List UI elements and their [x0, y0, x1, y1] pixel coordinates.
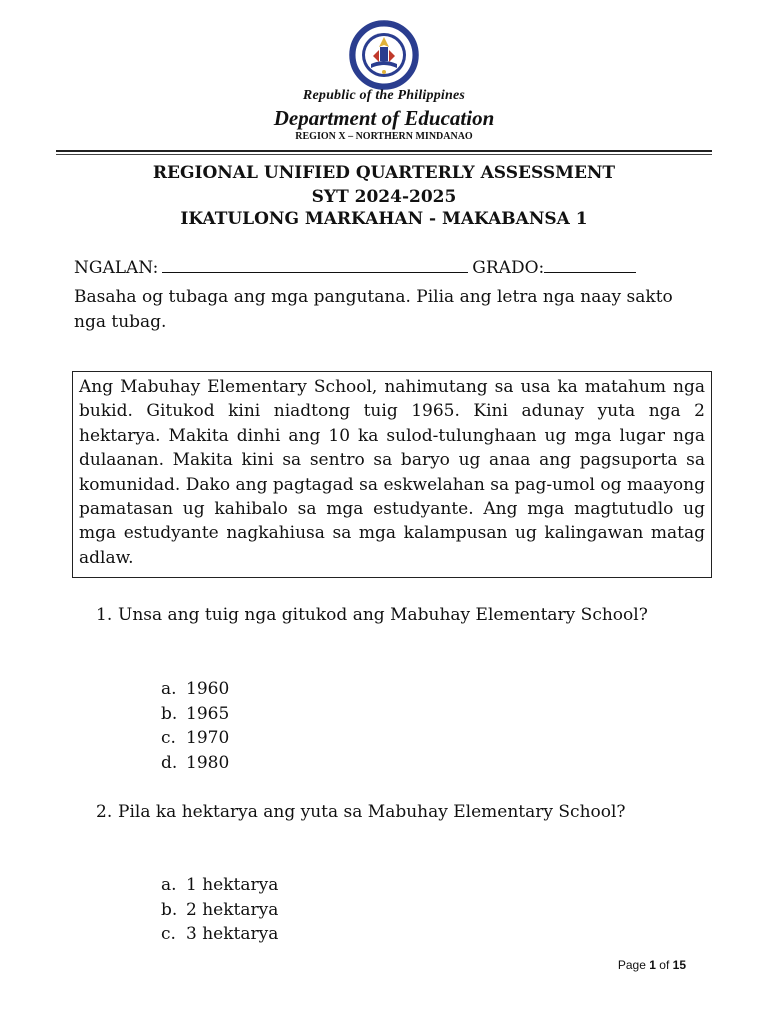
question-2-choices — [161, 873, 278, 947]
choice-text: 1 hektarya — [186, 875, 279, 895]
header-divider — [56, 150, 712, 152]
question-number: 2. — [96, 802, 113, 822]
republic-heading: Republic of the Philippines — [302, 88, 466, 103]
of-word: of — [659, 958, 670, 972]
grade-blank[interactable] — [544, 257, 636, 273]
page-number — [618, 958, 686, 972]
question-text: Unsa ang tuig nga gitukod ang Mabuhay Elementary School? — [118, 605, 648, 625]
current-page: 1 — [649, 958, 656, 972]
choice-a[interactable] — [161, 873, 278, 898]
choice-letter: a. — [161, 875, 177, 895]
choice-a[interactable] — [161, 677, 229, 702]
choice-letter: a. — [161, 679, 177, 699]
choice-letter: b. — [161, 899, 178, 920]
choice-letter: d. — [161, 753, 178, 774]
deped-seal-icon — [349, 20, 419, 90]
choice-text: 1970 — [186, 728, 230, 749]
choice-letter: c. — [161, 924, 176, 945]
name-label: NGALAN: — [74, 258, 159, 278]
header-divider-thin — [56, 154, 712, 155]
name-blank[interactable] — [162, 257, 468, 273]
question-1 — [96, 602, 696, 628]
choice-text: 1980 — [186, 753, 230, 774]
choice-letter: b. — [161, 703, 178, 724]
question-number: 1. — [96, 605, 113, 625]
choice-b[interactable] — [161, 898, 278, 923]
region-heading: REGION X – NORTHERN MINDANAO — [295, 131, 473, 142]
choice-text: 3 hektarya — [186, 924, 279, 945]
grade-label: GRADO: — [472, 258, 545, 278]
choice-text: 1965 — [186, 703, 230, 724]
page-word: Page — [617, 958, 646, 972]
choice-letter: c. — [161, 728, 176, 749]
choice-d[interactable] — [161, 751, 229, 776]
choice-b[interactable] — [161, 702, 229, 727]
department-heading: Department of Education — [273, 106, 495, 130]
choice-text: 2 hektarya — [186, 899, 279, 920]
instructions: Basaha og tubaga ang mga pangutana. Pilia ang letra nga naay sakto nga tubag. — [74, 287, 673, 332]
choice-c[interactable] — [161, 726, 229, 751]
student-info-row — [74, 257, 636, 278]
question-text: Pila ka hektarya ang yuta sa Mabuhay Elementary School? — [118, 802, 626, 822]
assessment-title: REGIONAL UNIFIED QUARTERLY ASSESSMENT — [152, 163, 616, 183]
quarter-subject-title: IKATULONG MARKAHAN - MAKABANSA 1 — [180, 209, 588, 229]
question-1-choices — [161, 677, 229, 776]
reading-passage: Ang Mabuhay Elementary School, nahimutang sa usa ka matahum nga bukid. Gitukod kini niadtong tuig 1965. Kini adunay yuta nga 2 hektarya. Makita dinhi ang 10 ka sulod-tulunghaan ug mga lugar nga dulaanan. Makita kini sa sentro sa baryo ug anaa ang pagsuporta sa komunidad. Dako ang pagtagad sa eskwelahan sa pag-umol og maayong pamatasan ug kahibalo sa mga estudyante. Ang mga magtutudlo ug mga estudyante nagkahiusa sa mga kalampusan ug kalingawan matag adlaw. — [72, 371, 712, 578]
question-2 — [96, 799, 696, 825]
choice-c[interactable] — [161, 922, 278, 947]
total-pages: 15 — [672, 958, 686, 972]
school-year-title: SYT 2024-2025 — [311, 187, 457, 207]
choice-text: 1960 — [186, 679, 230, 699]
